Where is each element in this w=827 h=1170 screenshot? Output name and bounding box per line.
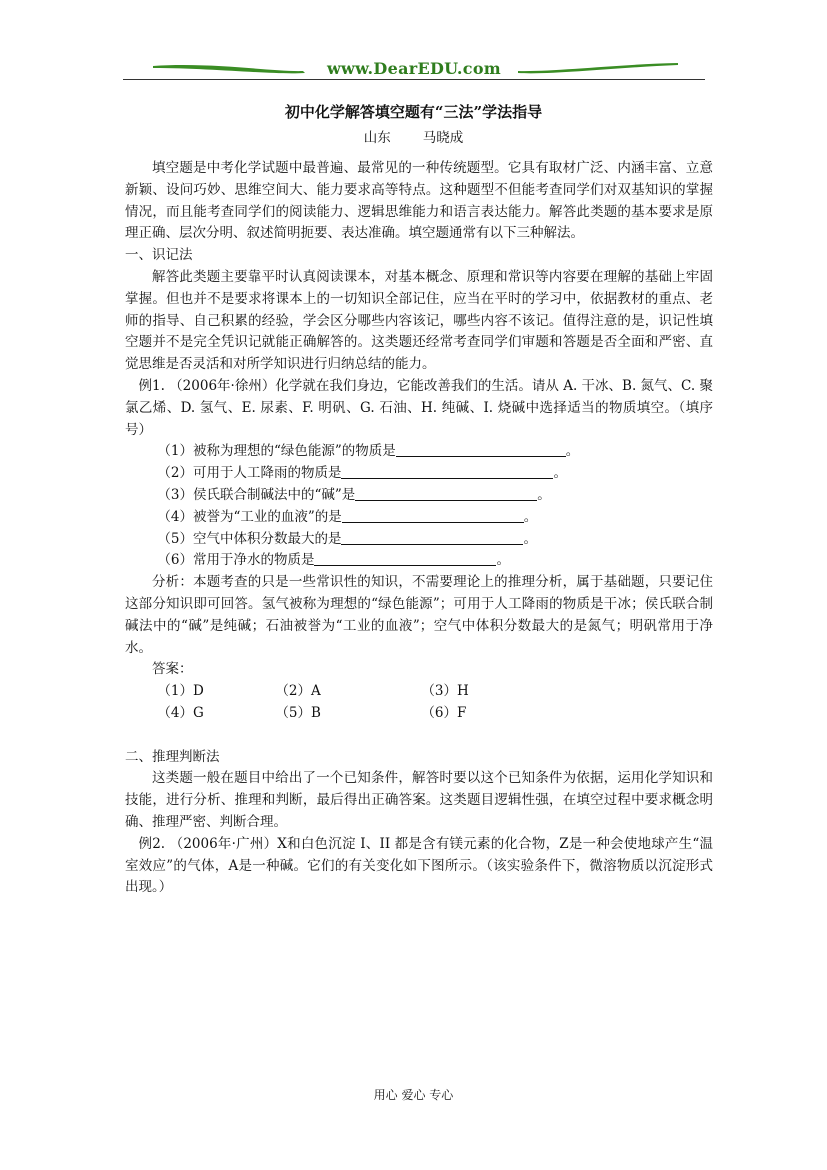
section1-paragraph: 解答此类题主要靠平时认真阅读课本，对基本概念、原理和常识等内容要在理解的基础上牢固掌握。但也并不是要求将课本上的一切知识全部记住，应当在平时的学习中，依据教材的重点、老师的指导、自己积累的经验，学会区分哪些内容该记，哪些内容不该记。值得注意的是，识记性填空题并不是完全凭识记就能正确解答的。这类题还经常考查同学们审题和答题是否全面和严密、直觉思维是否灵活和对所学知识进行归纳总结的能力。 — [125, 268, 713, 373]
intro-paragraph: 填空题是中考化学试题中最普遍、最常见的一种传统题型。它具有取材广泛、内涵丰富、立意新颖、设问巧妙、思维空间大、能力要求高等特点。这种题型不但能考查同学们对双基知识的掌握情况，而且能考查同学们的阅读能力、逻辑思维能力和语言表达能力。解答此类题的基本要求是原理正确、层次分明、叙述简明扼要、表达准确。填空题通常有以下三种解法。 — [125, 160, 713, 242]
answer-blank — [342, 507, 524, 523]
answer-blank — [341, 463, 553, 479]
analysis-paragraph: 分析：本题考查的只是一些常识性的知识，不需要理论上的推理分析，属于基础题，只要记住这部分知识即可回答。氢气被称为理想的“绿色能源”；可用于人工降雨的物质是干冰；侯氏联合制碱法中的“碱”是纯碱；石油被誉为“工业的血液”；空气中体积分数最大的是氮气；明矾常用于净水。 — [125, 574, 713, 656]
answer-row-2: （4）G （5）B （6）F — [157, 704, 467, 721]
site-name: www.DearEDU.com — [326, 59, 502, 78]
section1-heading: 一、识记法 — [125, 247, 193, 264]
document-title: 初中化学解答填空题有“三法”学法指导 — [284, 103, 543, 121]
example1-text: 例1. （2006年·徐州）化学就在我们身边，它能改善我们的生活。请从 A. 干冰、B. 氮气、C. 聚氯乙烯、D. 氢气、E. 尿素、F. 明矾、G. 石油、H. 纯碱、I. 烧碱中选择适当的物质填空。（填序号） — [125, 377, 713, 438]
author-region: 山东 — [363, 130, 391, 146]
document-body — [125, 158, 713, 899]
question-3: （3）侯氏联合制碱法中的“碱”是 。 — [157, 486, 551, 503]
section2-paragraph: 这类题一般在题目中给出了一个已知条件，解答时要以这个已知条件为依据，运用化学知识和技能，进行分析、推理和判断，最后得出正确答案。这类题目逻辑性强，在填空过程中要求概念明确、推理严密、判断合理。 — [125, 770, 713, 830]
answer-blank — [314, 550, 496, 566]
page-footer: 用心 爱心 专心 — [373, 1088, 454, 1102]
question-1: （1）被称为理想的“绿色能源”的物质是 。 — [157, 443, 580, 460]
answer-blank — [396, 441, 566, 457]
answer-blank — [355, 485, 537, 501]
header-rule — [123, 79, 705, 80]
question-5: （5）空气中体积分数最大的是 。 — [157, 530, 537, 547]
answer-label: 答案： — [152, 661, 193, 678]
answer-blank — [341, 529, 523, 545]
answer-row-1: （1）D （2）A （3）H — [157, 683, 469, 700]
question-4: （4）被誉为“工业的血液”的是 。 — [157, 508, 538, 525]
question-6: （6）常用于净水的物质是 。 — [157, 552, 510, 569]
author-name: 马晓成 — [422, 130, 464, 146]
question-2: （2）可用于人工降雨的物质是 。 — [157, 465, 567, 482]
blank-line — [125, 725, 713, 747]
site-banner — [123, 58, 705, 80]
author-line — [0, 126, 827, 146]
section2-heading: 二、推理判断法 — [125, 748, 220, 765]
example2-text: 例2. （2006年·广州）X和白色沉淀 I、II 都是含有镁元素的化合物，Z是一种会使地球产生“温室效应”的气体，A是一种碱。它们的有关变化如下图所示。（该实验条件下，微溶物质以沉淀形式出现。） — [125, 835, 713, 896]
